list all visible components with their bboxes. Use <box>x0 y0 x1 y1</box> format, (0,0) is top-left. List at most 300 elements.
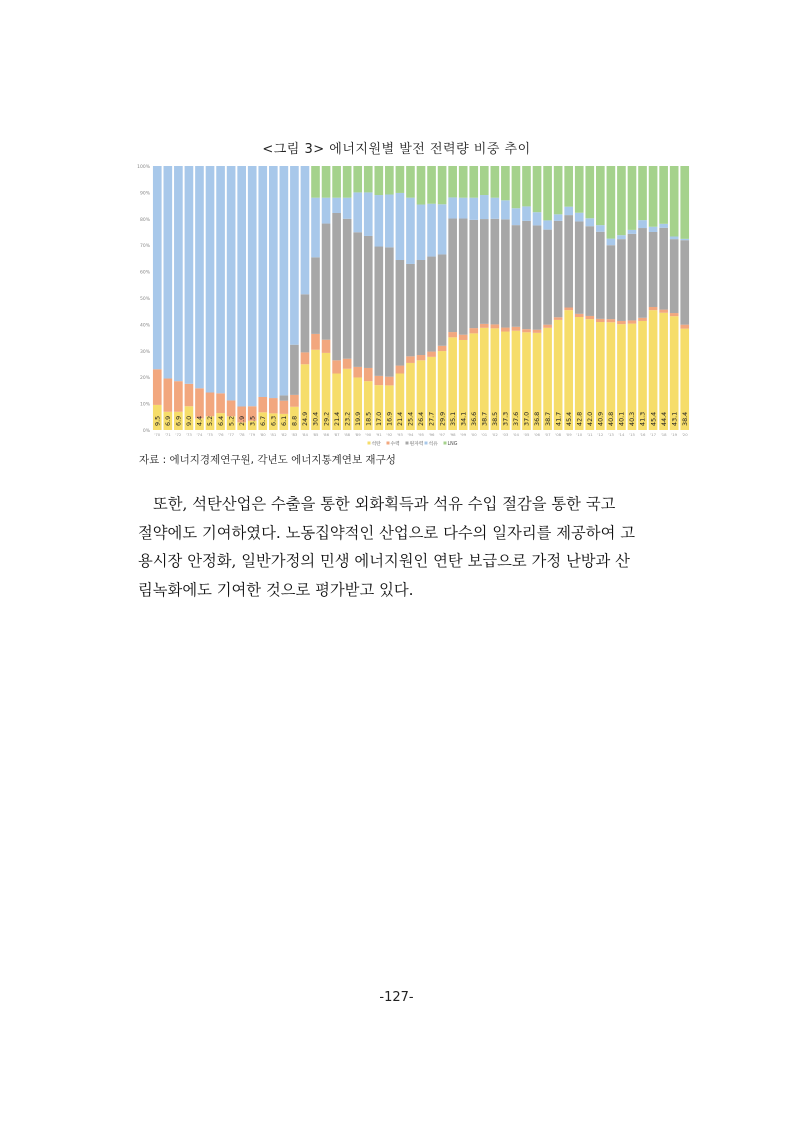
x-tick-label: '85 <box>312 432 319 437</box>
coal-data-label: 36.6 <box>469 411 478 426</box>
coal-data-label: 19.9 <box>353 411 362 426</box>
bar-segment <box>385 195 394 248</box>
bar-segment <box>417 260 426 355</box>
bar-segment <box>491 166 500 198</box>
coal-data-label: 40.1 <box>617 411 626 426</box>
coal-data-label: 9.0 <box>185 415 194 426</box>
x-tick-label: '88 <box>344 432 351 437</box>
bar-segment <box>269 398 278 413</box>
bar-segment <box>628 166 637 230</box>
bar-segment <box>649 307 658 310</box>
bar-segment <box>206 166 215 393</box>
bar-segment <box>628 234 637 321</box>
bar-segment <box>174 381 183 412</box>
bar-segment <box>396 366 405 374</box>
coal-data-label: 37.0 <box>522 411 531 426</box>
bar-segment <box>575 314 584 317</box>
y-tick-label: 60% <box>139 270 150 276</box>
bar-segment <box>332 166 341 198</box>
x-tick-label: '01 <box>481 432 488 437</box>
bar-segment <box>480 219 489 324</box>
bar-segment <box>280 166 289 395</box>
bar-segment <box>522 221 531 329</box>
coal-data-label: 34.1 <box>459 411 468 426</box>
x-tick-label: '91 <box>375 432 382 437</box>
bar-segment <box>533 225 542 329</box>
bar-segment <box>343 219 352 359</box>
x-tick-label: '99 <box>460 432 467 437</box>
bar-segment <box>512 327 521 331</box>
coal-data-label: 6.1 <box>280 415 289 426</box>
paragraph-line: 용시장 안정화, 일반가정의 민생 에너지원인 연탄 보급으로 가정 난방과 산 <box>138 552 630 570</box>
bar-segment <box>438 204 447 254</box>
coal-data-label: 2.9 <box>237 415 246 426</box>
legend-label: LNG <box>447 441 458 447</box>
x-tick-label: '95 <box>418 432 424 437</box>
bar-segment <box>322 198 331 224</box>
coal-data-label: 27.7 <box>427 411 436 426</box>
bar-segment <box>543 230 552 325</box>
bar-segment <box>406 264 415 356</box>
x-tick-label: '97 <box>439 432 446 437</box>
bar-segment <box>396 193 405 260</box>
bar-segment <box>564 166 573 207</box>
x-tick-label: '77 <box>228 432 235 437</box>
bar-segment <box>575 221 584 313</box>
x-tick-label: '15 <box>629 432 635 437</box>
coal-data-label: 38.5 <box>491 411 500 426</box>
bar-segment <box>269 166 278 398</box>
paragraph-line: 또한, 석탄산업은 수출을 통한 외화획득과 석유 수입 절감을 통한 국고 <box>153 495 616 513</box>
bar-segment <box>596 166 605 225</box>
bar-segment <box>617 239 626 321</box>
bar-segment <box>227 400 236 416</box>
x-tick-label: '74 <box>196 432 203 437</box>
bar-segment <box>427 257 436 352</box>
coal-data-label: 45.4 <box>564 411 573 426</box>
x-tick-label: '11 <box>586 432 593 437</box>
bar-segment <box>469 220 478 328</box>
bar-segment <box>417 355 426 360</box>
coal-data-label: 44.4 <box>659 411 668 426</box>
bar-segment <box>533 166 542 212</box>
y-tick-label: 80% <box>139 217 150 223</box>
coal-data-label: 40.8 <box>607 411 616 426</box>
bar-segment <box>311 334 320 350</box>
bar-segment <box>364 236 373 368</box>
bar-segment <box>237 166 246 407</box>
bar-segment <box>512 166 521 208</box>
coal-data-label: 21.4 <box>396 411 405 426</box>
x-tick-label: '78 <box>238 432 245 437</box>
bar-segment <box>448 166 457 197</box>
bar-segment <box>649 232 658 307</box>
coal-data-label: 6.9 <box>164 415 173 426</box>
coal-data-label: 41.3 <box>638 411 647 426</box>
x-tick-label: '02 <box>491 432 498 437</box>
bar-segment <box>374 195 383 246</box>
bar-segment <box>680 239 689 240</box>
bar-segment <box>659 228 668 310</box>
coal-data-label: 18.5 <box>364 411 373 426</box>
bar-segment <box>364 166 373 192</box>
coal-data-label: 29.9 <box>438 411 447 426</box>
bar-segment <box>280 395 289 400</box>
bar-segment <box>459 335 468 340</box>
bar-segment <box>680 166 689 239</box>
bar-segment <box>438 346 447 351</box>
bar-segment <box>195 166 204 388</box>
bar-segment <box>512 225 521 327</box>
bar-segment <box>417 205 426 260</box>
bar-segment <box>628 230 637 234</box>
coal-data-label: 38.7 <box>480 411 489 426</box>
bar-segment <box>301 294 310 352</box>
coal-data-label: 41.7 <box>554 411 563 426</box>
coal-data-label: 6.7 <box>258 415 267 426</box>
bar-segment <box>374 247 383 376</box>
bar-segment <box>469 166 478 198</box>
bar-segment <box>564 215 573 307</box>
bar-segment <box>554 166 563 214</box>
bar-segment <box>585 218 594 226</box>
bar-segment <box>332 360 341 373</box>
bar-segment <box>396 166 405 193</box>
x-tick-label: '73 <box>185 432 192 437</box>
coal-data-label: 25.4 <box>406 411 415 426</box>
paragraph-line: 절약에도 기여하였다. 노동집약적인 산업으로 다수의 일자리를 제공하여 고 <box>138 523 635 542</box>
legend-label: 석유 <box>428 441 438 447</box>
bar-segment <box>385 377 394 386</box>
x-tick-label: '07 <box>544 432 551 437</box>
coal-data-label: 42.0 <box>585 411 594 426</box>
x-tick-label: '06 <box>534 432 540 437</box>
bar-segment <box>680 240 689 324</box>
coal-data-label: 43.1 <box>670 411 679 426</box>
bar-segment <box>491 324 500 328</box>
bar-segment <box>501 328 510 332</box>
bar-segment <box>617 166 626 235</box>
bar-segment <box>280 401 289 414</box>
bar-segment <box>332 198 341 213</box>
bar-segment <box>543 166 552 220</box>
bar-segment <box>163 379 172 412</box>
y-tick-label: 50% <box>139 297 150 302</box>
bar-segment <box>522 206 531 221</box>
bar-segment <box>153 369 162 405</box>
bar-segment <box>501 166 510 200</box>
x-tick-label: '13 <box>607 432 614 437</box>
coal-data-label: 6.9 <box>174 415 183 426</box>
x-tick-label: '16 <box>639 432 646 437</box>
coal-data-label: 45.4 <box>649 411 658 426</box>
bar-segment <box>670 313 679 316</box>
coal-data-label: 36.8 <box>533 411 542 426</box>
bar-segment <box>659 310 668 313</box>
figure-source: 자료 : 에너지경제연구원, 각년도 에너지통계연보 재구성 <box>139 454 396 466</box>
bar-segment <box>258 397 267 412</box>
bar-segment <box>353 192 362 232</box>
coal-data-label: 5.2 <box>227 415 236 426</box>
bar-segment <box>585 316 594 319</box>
bar-segment <box>174 166 183 381</box>
coal-data-label: 6.3 <box>269 415 278 426</box>
bar-segment <box>406 198 415 264</box>
bar-segment <box>617 321 626 324</box>
y-tick-label: 40% <box>139 323 150 329</box>
coal-data-label: 37.6 <box>512 411 521 426</box>
coal-data-label: 6.4 <box>216 415 225 426</box>
x-tick-label: '19 <box>671 432 678 437</box>
x-tick-label: '72 <box>175 432 182 437</box>
x-tick-label: '92 <box>386 432 393 437</box>
bar-segment <box>638 228 647 318</box>
x-tick-label: '04 <box>512 432 519 437</box>
coal-data-label: 8.8 <box>290 415 299 426</box>
bar-segment <box>533 212 542 225</box>
bar-segment <box>438 166 447 204</box>
x-tick-label: '12 <box>597 432 604 437</box>
bar-segment <box>480 195 489 219</box>
bar-segment <box>322 224 331 340</box>
bar-segment <box>258 166 267 397</box>
x-axis <box>154 432 688 437</box>
x-tick-label: '03 <box>502 432 509 437</box>
page-number: -127- <box>379 990 414 1005</box>
x-tick-label: '05 <box>523 432 530 437</box>
x-tick-label: '70 <box>154 432 161 437</box>
bar-segment <box>501 200 510 219</box>
bar-segment <box>575 213 584 222</box>
legend-swatch <box>444 442 447 445</box>
body-paragraph <box>138 490 662 604</box>
bar-segment <box>353 166 362 192</box>
bar-segment <box>301 352 310 364</box>
coal-data-label: 3.5 <box>248 415 257 426</box>
legend-label: 석탄 <box>371 441 381 447</box>
bar-segment <box>448 219 457 333</box>
bar-segment <box>554 317 563 320</box>
x-tick-label: '79 <box>249 432 256 437</box>
legend-swatch <box>368 442 371 445</box>
bar-segment <box>417 166 426 205</box>
y-axis <box>137 164 151 434</box>
bar-segment <box>480 324 489 328</box>
bar-segment <box>501 219 510 327</box>
x-tick-label: '76 <box>217 432 224 437</box>
x-tick-label: '87 <box>333 432 340 437</box>
coal-data-label: 37.3 <box>501 411 510 426</box>
coal-data-label: 21.4 <box>332 411 341 426</box>
bar-segment <box>564 308 573 311</box>
bar-segment <box>290 395 299 407</box>
bar-segment <box>659 224 668 228</box>
bar-segment <box>227 166 236 400</box>
x-tick-label: '81 <box>270 432 277 437</box>
bar-segment <box>427 166 436 204</box>
bar-segment <box>301 166 310 294</box>
bar-segment <box>185 166 194 384</box>
x-tick-label: '71 <box>164 432 171 437</box>
x-tick-label: '94 <box>407 432 414 437</box>
x-tick-label: '20 <box>681 432 688 437</box>
bar-segment <box>459 166 468 198</box>
x-tick-label: '83 <box>291 432 298 437</box>
legend-swatch <box>425 442 428 445</box>
coal-data-label: 40.3 <box>628 411 637 426</box>
x-tick-label: '84 <box>302 432 308 437</box>
bar-segment <box>543 220 552 229</box>
bar-segment <box>248 166 257 406</box>
x-tick-label: '17 <box>650 432 657 437</box>
x-tick-label: '00 <box>470 432 477 437</box>
bar-segment <box>406 356 415 363</box>
figure-title: <그림 3> 에너지원별 발전 전력량 비중 추이 <box>262 142 531 157</box>
bar-segment <box>670 239 679 313</box>
bar-segment <box>216 393 225 413</box>
legend-swatch <box>406 442 409 445</box>
bar-segment <box>491 198 500 219</box>
stacked-bars <box>153 166 689 430</box>
bar-segment <box>427 204 436 257</box>
legend-label: 수력 <box>390 441 400 447</box>
x-tick-label: '98 <box>449 432 456 437</box>
bar-segment <box>607 319 616 322</box>
bar-segment <box>396 260 405 366</box>
bar-segment <box>607 239 616 246</box>
coal-data-label: 30.4 <box>311 411 320 426</box>
energy-mix-chart <box>136 160 694 452</box>
bar-segment <box>522 166 531 206</box>
bar-segment <box>216 166 225 393</box>
bar-segment <box>649 227 658 232</box>
bar-segment <box>491 219 500 325</box>
coal-data-label: 24.9 <box>301 411 310 426</box>
bar-segment <box>438 254 447 345</box>
x-tick-label: '89 <box>354 432 361 437</box>
bar-segment <box>374 376 383 385</box>
bar-segment <box>607 166 616 239</box>
legend-swatch <box>387 442 390 445</box>
y-tick-label: 0% <box>142 429 150 434</box>
x-tick-label: '09 <box>565 432 572 437</box>
x-tick-label: '96 <box>428 432 435 437</box>
coal-data-label: 23.2 <box>343 411 352 426</box>
y-tick-label: 100% <box>137 165 150 170</box>
bar-segment <box>680 325 689 329</box>
coal-data-label: 16.9 <box>385 411 394 426</box>
coal-data-label: 17.0 <box>375 411 384 426</box>
bar-segment <box>290 166 299 345</box>
coal-data-label: 42.8 <box>575 411 584 426</box>
bar-segment <box>206 393 215 417</box>
bar-segment <box>332 213 341 360</box>
bar-segment <box>575 166 584 213</box>
x-tick-label: '08 <box>555 432 562 437</box>
bar-segment <box>343 359 352 369</box>
x-tick-label: '10 <box>576 432 583 437</box>
bar-segment <box>364 368 373 381</box>
bar-segment <box>311 257 320 334</box>
bar-segment <box>670 166 679 236</box>
bar-segment <box>670 236 679 239</box>
bar-segment <box>343 198 352 219</box>
bar-segment <box>195 388 204 418</box>
bar-segment <box>596 319 605 322</box>
bar-segment <box>638 166 647 220</box>
bar-segment <box>364 192 373 236</box>
bar-segment <box>469 198 478 220</box>
bar-segment <box>374 166 383 195</box>
bar-segment <box>385 247 394 376</box>
bar-segment <box>533 330 542 333</box>
bar-segment <box>385 166 394 195</box>
y-tick-label: 90% <box>139 191 150 197</box>
bar-segment <box>554 221 563 317</box>
bar-segment <box>512 208 521 225</box>
y-tick-label: 70% <box>139 244 150 250</box>
bar-segment <box>617 235 626 239</box>
bar-segment <box>153 166 162 369</box>
bar-segment <box>353 367 362 378</box>
bar-segment <box>628 320 637 323</box>
bar-segment <box>448 332 457 337</box>
bar-segment <box>322 166 331 198</box>
bar-segment <box>322 340 331 353</box>
bar-segment <box>522 329 531 332</box>
coal-data-label: 4.4 <box>195 415 204 426</box>
coal-data-label: 5.2 <box>206 415 215 426</box>
bar-segment <box>469 328 478 333</box>
bar-segment <box>585 166 594 218</box>
y-tick-label: 10% <box>139 402 150 408</box>
x-tick-label: '82 <box>280 432 287 437</box>
x-tick-label: '75 <box>207 432 213 437</box>
bar-segment <box>596 232 605 319</box>
bar-segment <box>649 166 658 227</box>
bar-segment <box>185 384 194 406</box>
x-tick-label: '90 <box>365 432 372 437</box>
bar-segment <box>290 345 299 395</box>
bar-segment <box>585 226 594 316</box>
paragraph-line: 림녹화에도 기여한 것으로 평가받고 있다. <box>138 580 414 599</box>
coal-data-label: 38.4 <box>680 411 689 426</box>
legend-label: 원자력 <box>409 441 424 447</box>
bar-segment <box>311 166 320 198</box>
coal-data-label: 35.1 <box>448 411 457 426</box>
coal-data-label: 38.7 <box>543 411 552 426</box>
y-tick-label: 20% <box>139 376 150 382</box>
bar-segment <box>607 245 616 319</box>
x-tick-label: '18 <box>660 432 667 437</box>
bar-segment <box>459 219 468 335</box>
bar-segment <box>480 166 489 195</box>
bar-segment <box>163 166 172 379</box>
bar-segment <box>353 232 362 367</box>
bar-segment <box>564 207 573 215</box>
bar-segment <box>427 352 436 357</box>
coal-data-label: 26.4 <box>417 411 426 426</box>
bar-segment <box>596 225 605 232</box>
coal-data-label: 9.5 <box>153 415 162 426</box>
bar-segment <box>311 198 320 258</box>
bar-segment <box>638 220 647 228</box>
x-tick-label: '86 <box>323 432 330 437</box>
bar-segment <box>448 197 457 218</box>
bar-segment <box>343 166 352 198</box>
bar-segment <box>638 318 647 321</box>
bar-segment <box>406 166 415 198</box>
